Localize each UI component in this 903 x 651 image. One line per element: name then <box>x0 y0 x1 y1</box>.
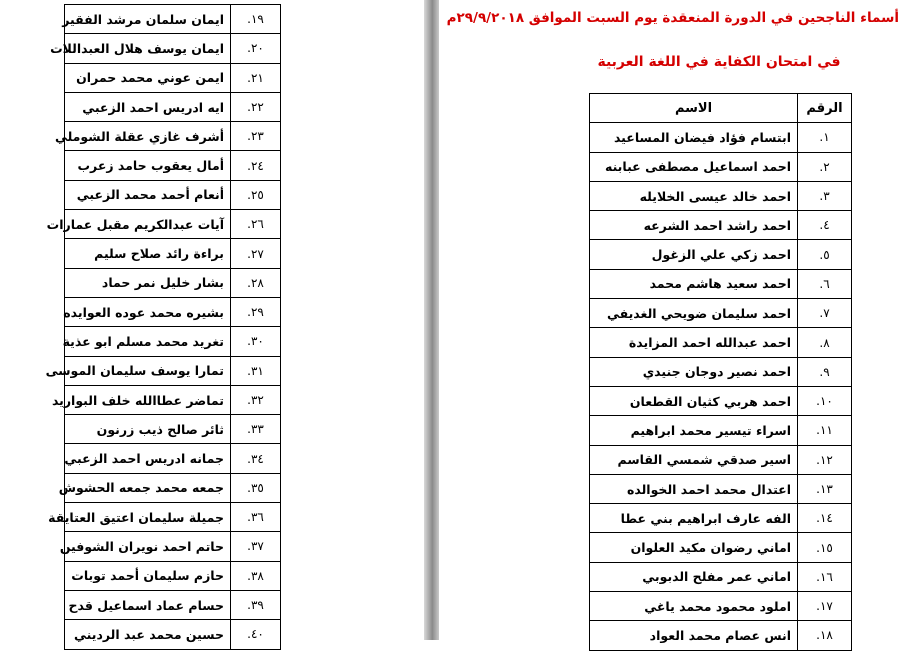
row-number: ١٩. <box>231 5 281 34</box>
row-number: ١٦. <box>798 562 852 591</box>
row-number: ٥. <box>798 240 852 269</box>
row-number: ٢٤. <box>231 151 281 180</box>
row-number: ٨. <box>798 328 852 357</box>
row-name: الفه عارف ابراهيم بني عطا <box>590 504 798 533</box>
row-number: ١٨. <box>798 621 852 650</box>
table-row <box>65 385 281 414</box>
names-table-continued <box>45 4 281 650</box>
row-number: ٣٧. <box>231 532 281 561</box>
table-row <box>65 151 281 180</box>
row-name: احمد خالد عيسى الخلايله <box>590 181 798 210</box>
row-name: اسراء تيسير محمد ابراهيم <box>590 416 798 445</box>
names-table <box>589 93 852 651</box>
row-name: تماضر عطاالله خلف البواريد <box>65 385 231 414</box>
row-name: احمد زكي علي الزغول <box>590 240 798 269</box>
table-row <box>590 240 852 269</box>
table-row <box>590 357 852 386</box>
row-number: ١٤. <box>798 504 852 533</box>
row-name: أشرف غازي عقلة الشوملي <box>65 122 231 151</box>
table-row <box>590 445 852 474</box>
row-name: احمد نصير دوجان جنيدي <box>590 357 798 386</box>
row-name: احمد هربي كثيان القطعان <box>590 386 798 415</box>
row-name: جمانه ادريس احمد الزعبي <box>65 444 231 473</box>
table-row <box>590 181 852 210</box>
row-name: املود محمود محمد ياغي <box>590 592 798 621</box>
row-number: ٤٠. <box>231 620 281 649</box>
column-header-number: الرقم <box>798 94 852 123</box>
row-number: ١٧. <box>798 592 852 621</box>
table-row <box>590 621 852 650</box>
left-table-body <box>45 5 281 650</box>
row-number: ٣٢. <box>231 385 281 414</box>
table-row <box>65 532 281 561</box>
row-name: احمد اسماعيل مصطفى عبابنه <box>590 152 798 181</box>
row-number: ٣. <box>798 181 852 210</box>
table-row <box>590 152 852 181</box>
row-number: ٢٧. <box>231 239 281 268</box>
row-number: ٣٠. <box>231 327 281 356</box>
row-name: تغريد محمد مسلم ابو عذية <box>65 327 231 356</box>
table-row <box>590 299 852 328</box>
row-number: ٢١. <box>231 63 281 92</box>
row-number: ٣٣. <box>231 415 281 444</box>
row-name: حسين محمد عبد الرديني <box>65 620 231 649</box>
row-name: أمال يعقوب حامد زعرب <box>65 151 231 180</box>
table-row <box>65 210 281 239</box>
row-number: ٣٦. <box>231 503 281 532</box>
row-name: حازم سليمان أحمد توبات <box>65 561 231 590</box>
table-row <box>590 386 852 415</box>
row-number: ٢٠. <box>231 34 281 63</box>
row-name: احمد سعيد هاشم محمد <box>590 269 798 298</box>
table-row <box>65 180 281 209</box>
row-name: احمد راشد احمد الشرعه <box>590 211 798 240</box>
table-row <box>65 239 281 268</box>
row-number: ١٢. <box>798 445 852 474</box>
row-name: ايه ادريس احمد الزعبي <box>65 92 231 121</box>
table-row <box>590 562 852 591</box>
row-name: احمد سليمان ضويحي الغديفي <box>590 299 798 328</box>
row-number: ٣١. <box>231 356 281 385</box>
table-row <box>65 590 281 619</box>
table-row <box>590 592 852 621</box>
row-name: احمد عبدالله احمد المزايدة <box>590 328 798 357</box>
row-number: ١٠. <box>798 386 852 415</box>
row-number: ١١. <box>798 416 852 445</box>
table-row <box>590 416 852 445</box>
table-row <box>65 5 281 34</box>
right-table-body <box>590 123 852 650</box>
row-number: ٢٥. <box>231 180 281 209</box>
row-number: ٣٥. <box>231 473 281 502</box>
table-row <box>590 504 852 533</box>
row-number: ٤. <box>798 211 852 240</box>
row-name: حسام عماد اسماعيل قدح <box>65 590 231 619</box>
row-number: ٢٩. <box>231 297 281 326</box>
column-header-name: الاسم <box>590 94 798 123</box>
row-name: اماني عمر مفلح الدبوبي <box>590 562 798 591</box>
table-row <box>65 620 281 649</box>
table-row <box>65 34 281 63</box>
table-row <box>65 63 281 92</box>
row-name: تمارا يوسف سليمان الموسى <box>65 356 231 385</box>
row-name: اماني رضوان مكيد العلوان <box>590 533 798 562</box>
table-row <box>65 503 281 532</box>
table-row <box>590 328 852 357</box>
row-name: بشار خليل نمر حماد <box>65 268 231 297</box>
table-row <box>65 444 281 473</box>
row-name: بشيره محمد عوده العوايده <box>65 297 231 326</box>
table-row <box>590 123 852 152</box>
table-row <box>65 415 281 444</box>
left-page <box>0 0 424 640</box>
row-name: جمعه محمد جمعه الحشوش <box>65 473 231 502</box>
table-row <box>590 269 852 298</box>
row-name: اعتدال محمد احمد الخوالده <box>590 474 798 503</box>
row-number: ١٣. <box>798 474 852 503</box>
table-row <box>590 211 852 240</box>
table-row <box>65 297 281 326</box>
table-row <box>590 533 852 562</box>
row-name: ايمان يوسف هلال العبداللات <box>65 34 231 63</box>
table-row <box>65 327 281 356</box>
row-number: ١. <box>798 123 852 152</box>
table-row <box>65 92 281 121</box>
table-row <box>65 122 281 151</box>
right-page <box>439 0 903 643</box>
document-title: أسماء الناجحين في الدورة المنعقدة يوم السبت الموافق ٢٩/٩/٢٠١٨م <box>446 10 899 26</box>
row-number: ٩. <box>798 357 852 386</box>
document-subtitle: في امتحان الكفاية في اللغة العربية <box>597 54 841 70</box>
table-row <box>590 474 852 503</box>
row-number: ٢. <box>798 152 852 181</box>
row-name: انس عصام محمد العواد <box>590 621 798 650</box>
row-name: ابتسام فؤاد فيضان المساعيد <box>590 123 798 152</box>
table-header-row <box>590 94 852 123</box>
row-number: ٣٤. <box>231 444 281 473</box>
row-name: آيات عبدالكريم مقبل عمارات <box>65 210 231 239</box>
table-row <box>65 356 281 385</box>
row-number: ٢٨. <box>231 268 281 297</box>
row-number: ٧. <box>798 299 852 328</box>
row-number: ١٥. <box>798 533 852 562</box>
row-name: جميلة سليمان اعتيق العتايقة <box>65 503 231 532</box>
row-name: حاتم احمد نويران الشوفين <box>65 532 231 561</box>
table-row <box>65 268 281 297</box>
row-name: براءة رائد صلاح سليم <box>65 239 231 268</box>
row-name: ثائر صالح ذيب زرنون <box>65 415 231 444</box>
row-number: ٣٩. <box>231 590 281 619</box>
row-number: ٢٦. <box>231 210 281 239</box>
row-number: ٦. <box>798 269 852 298</box>
table-row <box>65 561 281 590</box>
row-number: ٢٢. <box>231 92 281 121</box>
row-number: ٣٨. <box>231 561 281 590</box>
page-gutter <box>424 0 439 640</box>
row-name: أنعام أحمد محمد الزعبي <box>65 180 231 209</box>
row-number: ٢٣. <box>231 122 281 151</box>
row-name: ايمن عوني محمد حمران <box>65 63 231 92</box>
row-name: اسير صدقي شمسي القاسم <box>590 445 798 474</box>
table-row <box>65 473 281 502</box>
row-name: ايمان سلمان مرشد الفقير <box>65 5 231 34</box>
